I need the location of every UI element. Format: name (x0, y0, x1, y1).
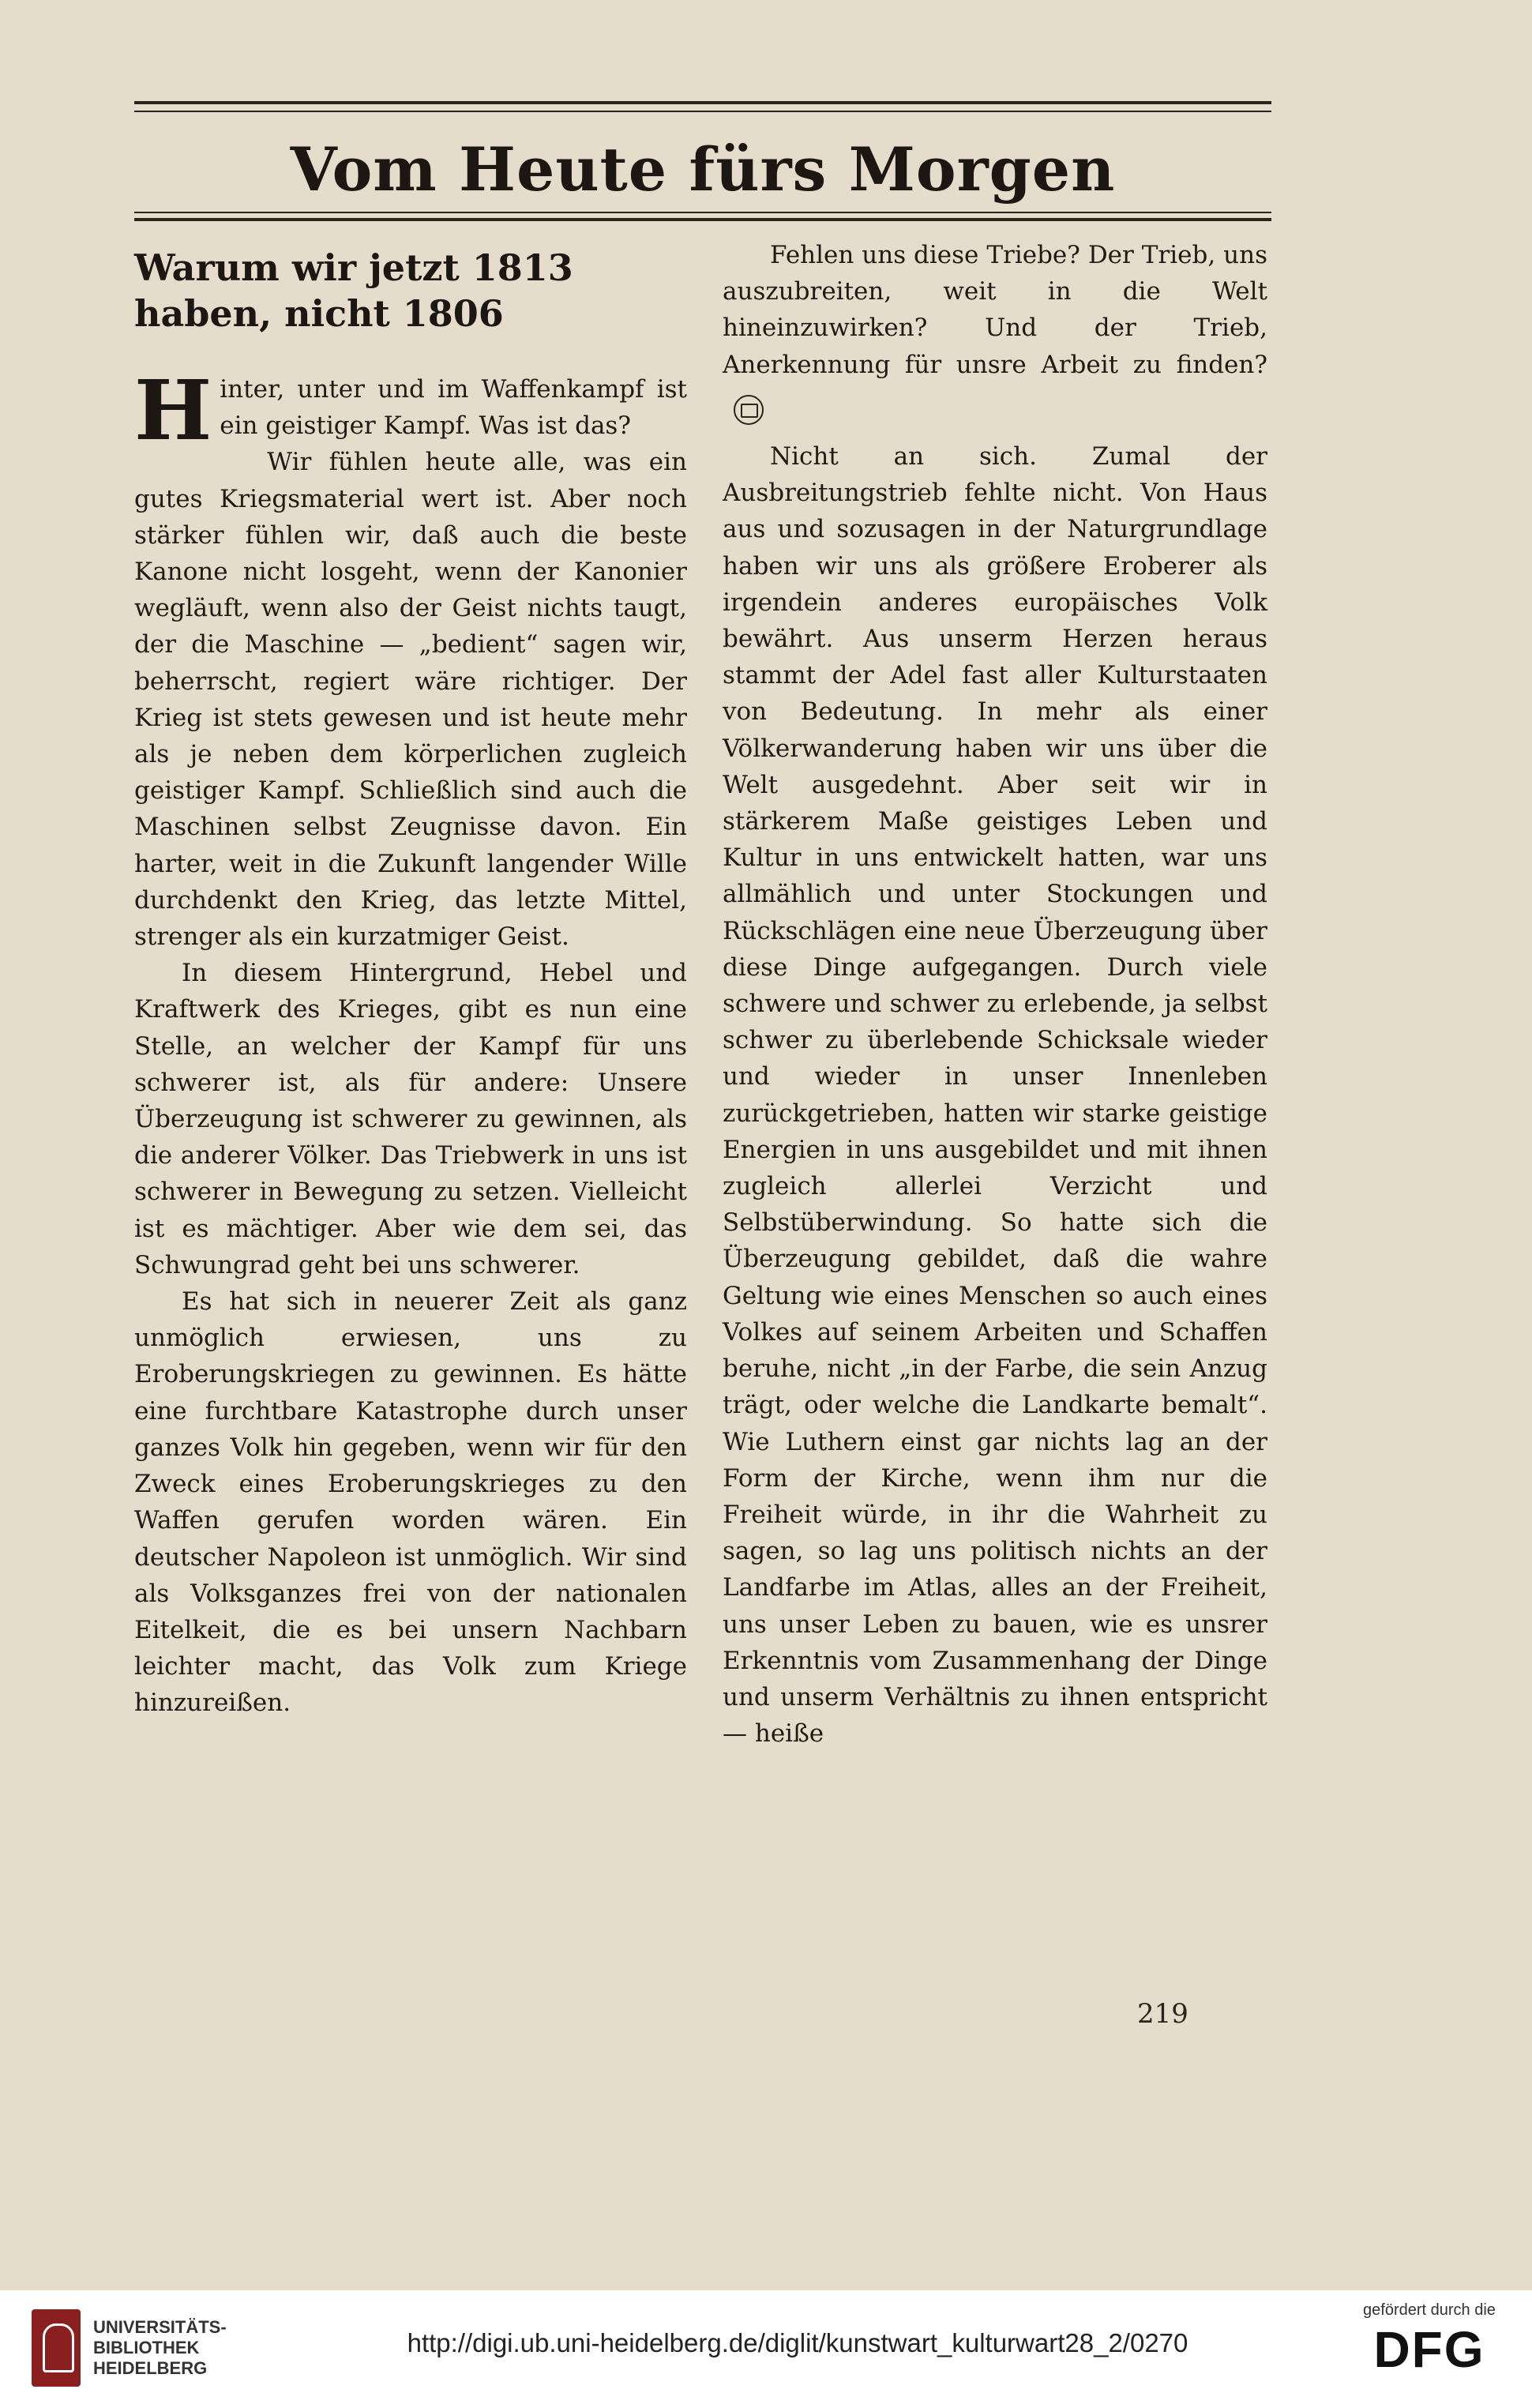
header-rule-top-thick (134, 101, 1271, 104)
section-title: Vom Heute fürs Morgen (290, 134, 1116, 205)
article-title: Warum wir jetzt 1813 haben, nicht 1806 (134, 246, 573, 335)
header-rule-top-thin (134, 111, 1271, 112)
viewer-footer (0, 2290, 1532, 2408)
paragraph-right-2: Nicht an sich. Zumal der Ausbreitungstrieb fehlte nicht. Von Haus aus und sozusagen in der Naturgrundlage haben wir uns als größere Eroberer als irgendein anderes europäisches Volk bewährt. Aus unserm Herzen heraus stammt der Adel fast aller Kulturstaaten von Bedeutung. In mehr als einer Völkerwanderung haben wir uns über die Welt ausgedehnt. Aber seit wir in stärkerem Maße geistiges Leben und Kultur in uns entwickelt hatten, war uns allmählich und unter Stockungen und Rückschlägen eine neue Überzeugung über diese Dinge aufgegangen. Durch viele schwere und schwer zu erlebende, ja selbst schwer zu überlebende Schicksale wieder und wieder in unser Innenleben zurückgetrieben, hatten wir starke geistige Energien in uns ausgebildet und mit ihnen zugleich allerlei Verzicht und Selbstüberwindung. So hatte sich die Überzeugung gebildet, daß die wahre Geltung wie eines Menschen so auch eines Volkes auf seinem Arbeiten und Schaffen beruhe, nicht „in der Farbe, die sein Anzug trägt, oder welche die Landkarte bemalt“. Wie Luthern einst gar nichts lag an der Form der Kirche, wenn ihm nur die Freiheit würde, in ihr die Wahrheit zu sagen, so lag uns politisch nichts an der Landfarbe im Atlas, alles an der Freiheit, uns unser Leben zu bauen, wie es unsrer Erkenntnis vom Zusammenhang der Dinge und unserm Verhältnis zu ihnen entspricht — heiße (723, 442, 1267, 1749)
dfg-letters: DFG (1373, 2321, 1485, 2378)
library-name: UNIVERSITÄTS- BIBLIOTHEK HEIDELBERG (93, 2317, 227, 2378)
paragraph-right-1 (723, 237, 1267, 419)
left-column (134, 237, 687, 1722)
dfg-caption: gefördert durch die (1363, 2301, 1496, 2319)
paragraph-intro (134, 362, 687, 459)
paragraph-left-2: Wir fühlen heute alle, was ein gutes Kriegsmaterial wert ist. Aber noch stärker fühlen wir, daß auch die beste Kanone nicht losgeht, wenn der Kanonier wegläuft, wenn also der Geist nichts taugt, der die Maschine — „bedient“ sagen wir, beherrscht, regiert wäre richtiger. Der Krieg ist stets gewesen und ist heute mehr als je neben dem körperlichen zugleich geistiger Kampf. Schließlich sind auch die Maschinen selbst Zeugnisse davon. Ein harter, weit in die Zukunft langender Wille durchdenkt den Krieg, das letzte Mittel, strenger als ein kurzatmiger Geist. (134, 448, 687, 952)
university-library-logo[interactable] (32, 2306, 316, 2393)
paragraph-right-1-text: Fehlen uns diese Triebe? Der Trieb, uns auszubreiten, weit in die Welt hineinzuwirken? Und der Trieb, Anerkennung für unsre Arbeit zu finden? (723, 241, 1267, 379)
university-seal-icon (32, 2309, 81, 2387)
header-rule-bottom-thin (134, 212, 1271, 213)
kunstwart-emblem-icon (734, 395, 764, 425)
page-number: 219 (1137, 1998, 1188, 2030)
right-column (723, 237, 1267, 1752)
dfg-logo[interactable] (1342, 2301, 1516, 2396)
paragraph-left-4: Es hat sich in neuerer Zeit als ganz unmöglich erwiesen, uns zu Eroberungskriegen zu gewinnen. Es hätte eine furchtbare Katastrophe durch unser ganzes Volk hin gegeben, wenn wir für den Zweck eines Eroberungskrieges zu den Waffen gerufen worden wären. Ein deutscher Napoleon ist unmöglich. Wir sind als Volksganzes frei von der nationalen Eitelkeit, die es bei unsern Nachbarn leichter macht, das Volk zum Kriege hinzureißen. (134, 1287, 687, 1718)
header-rule-bottom-thick (134, 218, 1271, 221)
paragraph-left-3: In diesem Hintergrund, Hebel und Kraftwerk des Krieges, gibt es nun eine Stelle, an welcher der Kampf für uns schwerer ist, als für andere: Unsere Überzeugung ist schwerer zu gewinnen, als die anderer Völker. Das Triebwerk in uns ist schwerer in Bewegung zu setzen. Vielleicht ist es mächtiger. Aber wie dem sei, das Schwungrad geht bei uns schwerer. (134, 959, 687, 1279)
document-url-link[interactable]: http://digi.ub.uni-heidelberg.de/diglit/kunstwart_kulturwart28_2/0270 (407, 2328, 1188, 2357)
paragraph-intro-text: inter, unter und im Waffenkampf ist ein geistiger Kampf. Was ist das? (220, 375, 687, 441)
drop-cap: H (134, 362, 212, 459)
